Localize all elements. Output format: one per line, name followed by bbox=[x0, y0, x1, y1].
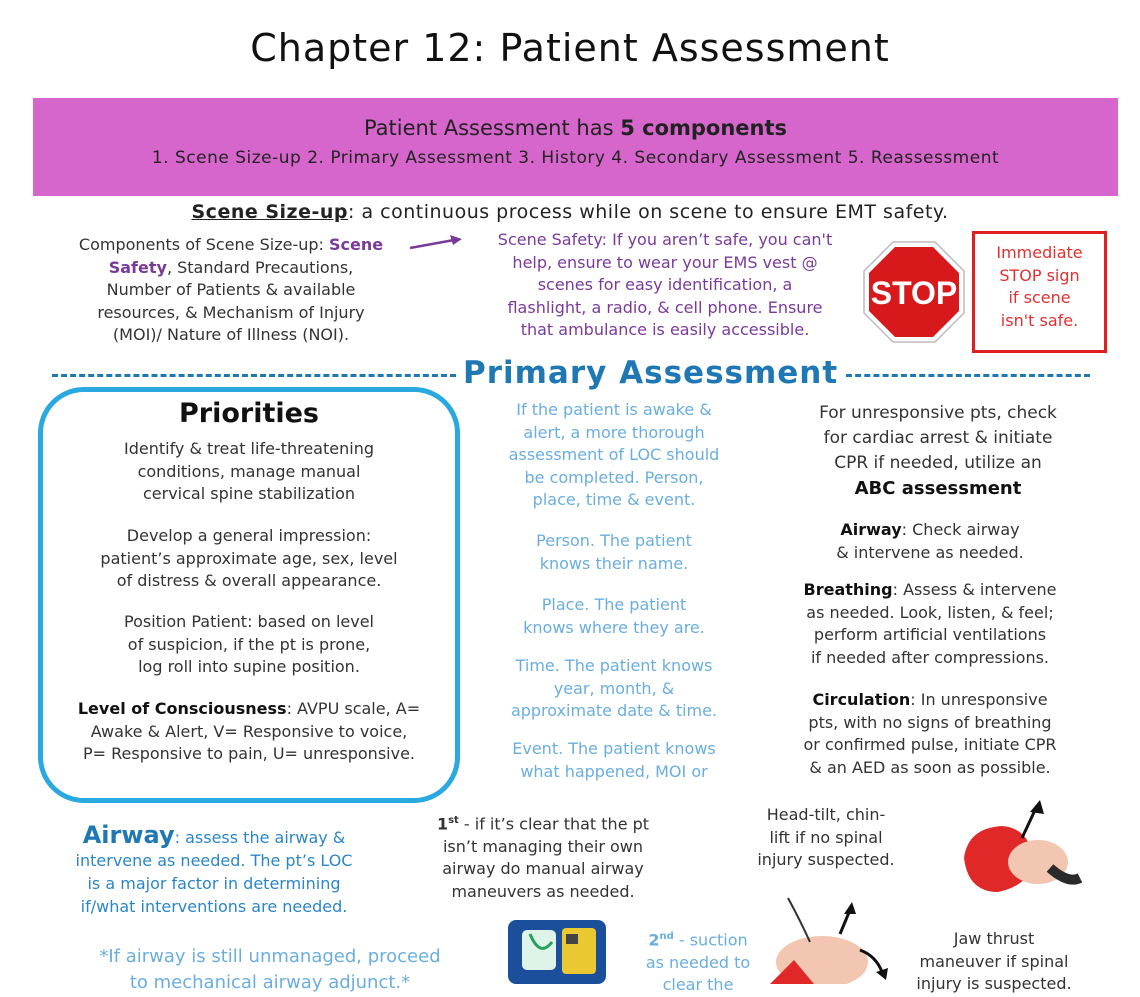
abc-circulation: Circulation: In unresponsive pts, with no signs of breathing or confirmed pulse, initiate CPR & an AED as soon as possible. bbox=[803, 690, 1057, 777]
abc-breathing: Breathing: Assess & intervene as needed. Look, listen, & feel; perform artificial ventilations if needed after compressions. bbox=[803, 580, 1057, 667]
airway-adjunct-note: *If airway is still unmanaged, proceed to mechanical airway adjunct.* bbox=[99, 946, 441, 993]
airway-section: Airway: assess the airway & intervene as needed. The pt’s LOC is a major factor in determining if/what interventions are needed. bbox=[75, 821, 353, 916]
jaw-thrust-icon bbox=[958, 798, 1082, 910]
svg-text:STOP: STOP bbox=[870, 275, 958, 311]
second-step: 2nd - suction as needed to clear the bbox=[645, 930, 751, 995]
priority-1: Identify & treat life-threatening conditions, manage manual cervical spine stabilization bbox=[124, 439, 374, 503]
scene-sizeup-components: Components of Scene Size-up: Scene Safety, Standard Precautions, Number of Patients & available resources, & Mechanism of Injury (MOI)/ Nature of Illness (NOI). bbox=[78, 235, 384, 344]
loc-intro: If the patient is awake & alert, a more thorough assessment of LOC should be completed. Person, place, time & event. bbox=[508, 400, 720, 509]
components-banner bbox=[33, 98, 1118, 196]
loc-time: Time. The patient knows year, month, & approximate date & time. bbox=[510, 656, 718, 720]
divider-right bbox=[846, 374, 1090, 377]
jaw-thrust-note: Jaw thrust maneuver if spinal injury is suspected. bbox=[916, 929, 1072, 993]
head-tilt-chin-lift-icon bbox=[764, 890, 894, 984]
suction-unit-icon bbox=[500, 914, 616, 984]
banner-line-1: Patient Assessment has 5 components bbox=[363, 116, 788, 140]
loc-person: Person. The patient knows their name. bbox=[536, 531, 692, 573]
priorities-title: Priorities bbox=[178, 398, 320, 429]
divider-left bbox=[52, 374, 456, 377]
loc-event: Event. The patient knows what happened, MOI or bbox=[512, 739, 716, 781]
banner-line-2: 1. Scene Size-up 2. Primary Assessment 3. History 4. Secondary Assessment 5. Reassessment bbox=[151, 148, 1000, 168]
scene-safety-note: Scene Safety: If you aren’t safe, you can't help, ensure to wear your EMS vest @ scenes for easy identification, a flashlight, a radio, & cell phone. Ensure that ambulance is easily accessible. bbox=[497, 230, 833, 339]
abc-intro: For unresponsive pts, check for cardiac arrest & initiate CPR if needed, utilize an ABC assessment bbox=[819, 403, 1057, 499]
primary-assessment-heading: Primary Assessment bbox=[463, 355, 839, 391]
priority-4: Level of Consciousness: AVPU scale, A= Awake & Alert, V= Responsive to voice, P= Responsive to pain, U= unresponsive. bbox=[77, 699, 421, 763]
first-step: 1st - if it’s clear that the pt isn’t managing their own airway do manual airway maneuvers as needed. bbox=[436, 814, 650, 901]
priorities-box bbox=[38, 387, 460, 803]
airway-heading: Airway bbox=[82, 821, 175, 849]
abc-airway: Airway: Check airway & intervene as needed. bbox=[836, 520, 1024, 562]
head-tilt-note: Head-tilt, chin- lift if no spinal injury suspected. bbox=[757, 805, 895, 869]
priority-2: Develop a general impression: patient’s approximate age, sex, level of distress & overall appearance. bbox=[100, 526, 398, 590]
loc-place: Place. The patient knows where they are. bbox=[523, 595, 705, 637]
scene-sizeup-heading: Scene Size-up bbox=[191, 201, 349, 223]
immediate-stop-note: Immediate STOP sign if scene isn't safe. bbox=[972, 231, 1107, 353]
scene-sizeup-definition: Scene Size-up: a continuous process while on scene to ensure EMT safety. bbox=[191, 201, 949, 223]
stop-sign-icon bbox=[862, 240, 966, 344]
page-title: Chapter 12: Patient Assessment bbox=[250, 26, 890, 70]
priority-3: Position Patient: based on level of suspicion, if the pt is prone, log roll into supine position. bbox=[123, 612, 374, 676]
